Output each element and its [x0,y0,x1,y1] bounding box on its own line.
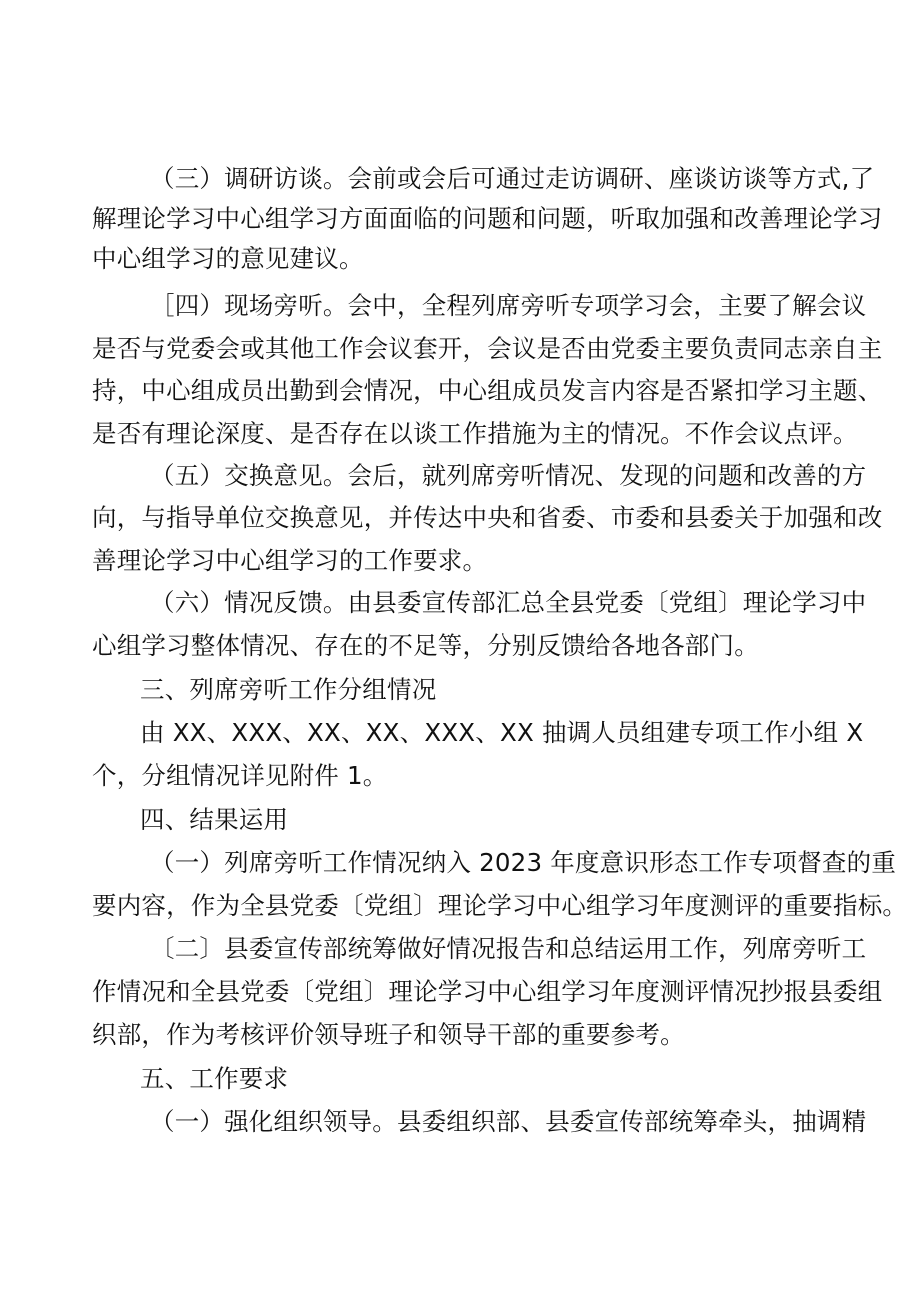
paragraph-4-line-1: ［四）现场旁听。会中，全程列席旁听专项学习会，主要了解会议 [150,291,867,320]
paragraph-9-line-3: 织部，作为考核评价领导班子和领导干部的重要参考。 [92,1020,685,1049]
paragraph-8-line-1: （一）列席旁听工作情况纳入 2023 年度意识形态工作专项督查的重 [150,848,897,877]
paragraph-9-line-2: 作情况和全县党委〔党组〕理论学习中心组学习年度测评情况抄报县委组 [92,977,883,1006]
paragraph-3-line-1: （三）调研访谈。会前或会后可通过走访调研、座谈访谈等方式,了 [150,164,875,193]
paragraph-4-line-4: 是否有理论深度、是否存在以谈工作措施为主的情况。不作会议点评。 [92,419,858,448]
paragraph-10-line-1: （一）强化组织领导。县委组织部、县委宣传部统筹牵头，抽调精 [150,1107,867,1136]
paragraph-7-line-1: 由 XX、XXX、XX、XX、XXX、XX 抽调人员组建专项工作小组 X [140,718,864,747]
paragraph-4-line-3: 持，中心组成员出勤到会情况，中心组成员发言内容是否紧扣学习主题、 [92,376,883,405]
paragraph-4-line-2: 是否与党委会或其他工作会议套开，会议是否由党委主要负责同志亲自主 [92,334,883,363]
paragraph-5-line-2: 向，与指导单位交换意见，并传达中央和省委、市委和县委关于加强和改 [92,503,883,532]
paragraph-8-line-2: 要内容，作为全县党委〔党组〕理论学习中心组学习年度测评的重要指标。 [92,891,908,920]
section-heading-3: 三、列席旁听工作分组情况 [140,675,437,704]
paragraph-6-line-1: （六）情况反馈。由县委宣传部汇总全县党委〔党组〕理论学习中 [150,588,867,617]
paragraph-3-line-2: 解理论学习中心组学习方面面临的问题和问题，听取加强和改善理论学习 [92,204,883,233]
section-heading-4: 四、结果运用 [140,805,289,834]
paragraph-5-line-3: 善理论学习中心组学习的工作要求。 [92,546,488,575]
paragraph-3-line-3: 中心组学习的意见建议。 [92,244,364,273]
paragraph-6-line-2: 心组学习整体情况、存在的不足等，分别反馈给各地各部门。 [92,631,759,660]
paragraph-7-line-2: 个，分组情况详见附件 1。 [92,761,388,790]
section-heading-5: 五、工作要求 [140,1064,289,1093]
paragraph-5-line-1: （五）交换意见。会后，就列席旁听情况、发现的问题和改善的方 [150,461,867,490]
paragraph-9-line-1: 〔二〕县委宣传部统筹做好情况报告和总结运用工作，列席旁听工 [150,934,867,963]
